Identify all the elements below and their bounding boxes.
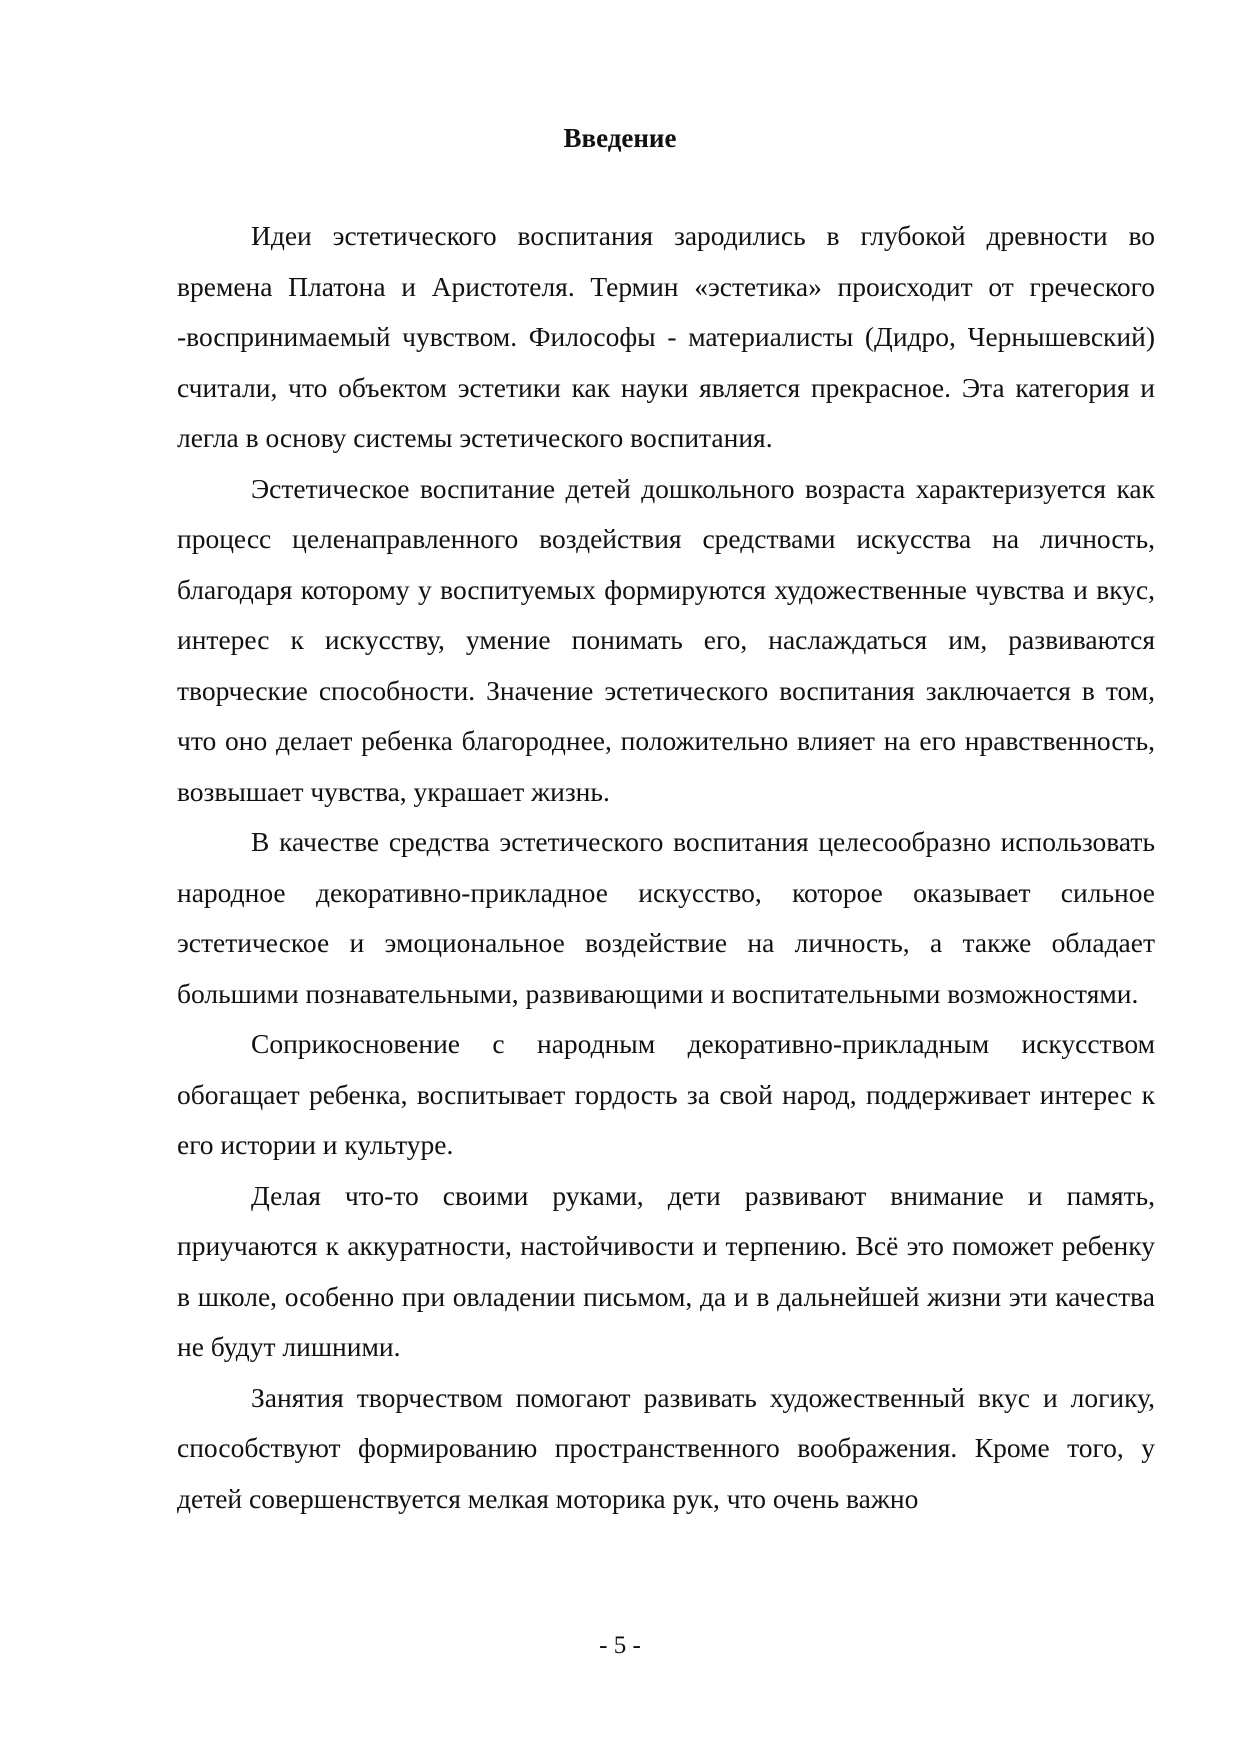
paragraph-folk-art-means: В качестве средства эстетического воспитания целесообразно использовать народное декоративно-прикладное искусство, которое оказывает сильное эстетическое и эмоциональное воздействие на личность, а также обладает большими познавательными, развивающими и воспитательными возможностями. [177, 826, 1155, 1009]
body-text [177, 211, 1155, 1524]
paragraph-aesthetics-origins: Идеи эстетического воспитания зародились в глубокой древности во времена Платона и Аристотеля. Термин «эстетика» происходит от греческого -воспринимаемый чувством. Философы - материалисты (Дидро, Чернышевский) считали, что объектом эстетики как науки является прекрасное. Эта категория и легла в основу системы эстетического воспитания. [177, 220, 1155, 453]
paragraph-handwork-benefits: Делая что-то своими руками, дети развивают внимание и память, приучаются к аккуратности, настойчивости и терпению. Всё это поможет ребенку в школе, особенно при овладении письмом, да и в дальнейшей жизни эти качества не будут лишними. [177, 1179, 1155, 1362]
paragraph-folk-art-contact: Соприкосновение с народным декоративно-прикладным искусством обогащает ребенка, воспитывает гордость за свой народ, поддерживает интерес к его истории и культуре. [177, 1028, 1155, 1160]
page-number: - 5 - [599, 1632, 641, 1659]
paragraph-preschool-education: Эстетическое воспитание детей дошкольного возраста характеризуется как процесс целенаправленного воздействия средствами искусства на личность, благодаря которому у воспитуемых формируются художественные чувства и вкус, интерес к искусству, умение понимать его, наслаждаться им, развиваются творческие способности. Значение эстетического воспитания заключается в том, что оно делает ребенка благороднее, положительно влияет на его нравственность, возвышает чувства, украшает жизнь. [177, 472, 1155, 807]
page-title: Введение [563, 123, 677, 153]
paragraph-creativity-benefits: Занятия творчеством помогают развивать художественный вкус и логику, способствуют формированию пространственного воображения. Кроме того, у детей совершенствуется мелкая моторика рук, что очень важно [177, 1381, 1155, 1514]
